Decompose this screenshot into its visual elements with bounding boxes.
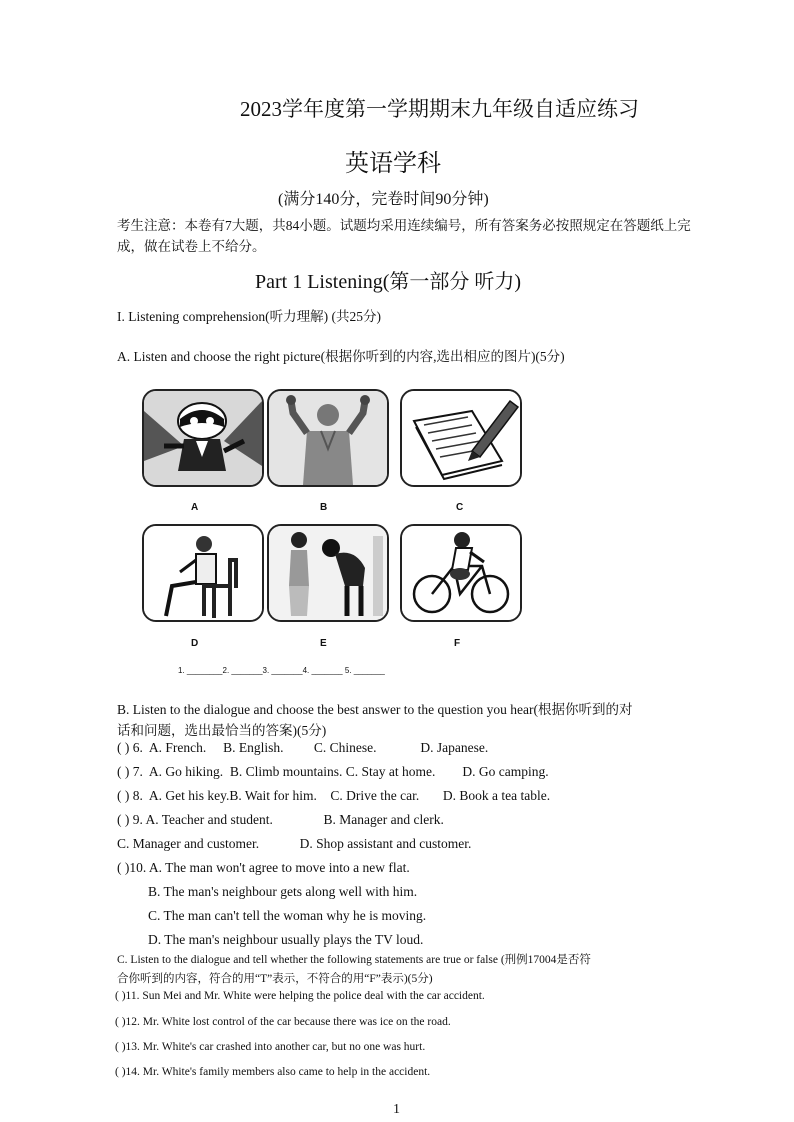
question-6: ( ) 6. A. French. B. English. C. Chinese. D. Japanese. <box>117 740 489 755</box>
picture-label-f: F <box>454 638 461 649</box>
section-I-title: I. Listening comprehension(听力理解) (共25分) <box>117 309 381 324</box>
exam-title: 2023学年度第一学期期末九年级自适应练习 <box>240 97 639 121</box>
girl-cycling-picture <box>400 524 522 622</box>
question-13: ( )13. Mr. White's car crashed into another car, but no one was hurt. <box>115 1041 426 1053</box>
question-10-option-d: D. The man's neighbour usually plays the TV loud. <box>148 932 424 947</box>
section-B-instruction-line1: B. Listen to the dialogue and choose the best answer to the question you hear(根据你听到的对 <box>117 702 633 717</box>
question-7: ( ) 7. A. Go hiking. B. Climb mountains. C. Stay at home. D. Go camping. <box>117 764 549 779</box>
question-11: ( )11. Sun Mei and Mr. White were helping the police deal with the car accident. <box>115 990 485 1002</box>
picture-label-e: E <box>320 638 327 649</box>
section-B-instruction-line2: 话和问题，选出最恰当的答案)(5分) <box>117 723 327 738</box>
picture-label-a: A <box>191 502 199 513</box>
question-9: ( ) 9. A. Teacher and student. B. Manager and clerk. <box>117 812 444 827</box>
picture-label-d: D <box>191 638 199 649</box>
page-number: 1 <box>393 1102 400 1117</box>
question-12: ( )12. Mr. White lost control of the car because there was ice on the road. <box>115 1016 451 1028</box>
question-10: ( )10. A. The man won't agree to move into a new flat. <box>117 860 410 875</box>
question-10-option-b: B. The man's neighbour gets along well with him. <box>148 884 418 899</box>
section-A-instruction: A. Listen and choose the right picture(根据你听到的内容,选出相应的图片)(5分) <box>117 349 565 364</box>
notebook-pencil-picture <box>400 389 522 487</box>
part1-title: Part 1 Listening(第一部分 听力) <box>255 271 522 293</box>
answer-blanks: 1. ________2. _______3. _______4. _______ 5. _______ <box>178 666 385 675</box>
question-9-options-cd: C. Manager and customer. D. Shop assistant and customer. <box>117 836 472 851</box>
exam-note: (满分140分，完卷时间90分钟) <box>278 191 489 208</box>
picture-label-c: C <box>456 502 464 513</box>
bowing-people-picture <box>267 524 389 622</box>
seated-man-picture <box>142 524 264 622</box>
question-14: ( )14. Mr. White's family members also came to help in the accident. <box>115 1066 431 1078</box>
cheering-man-picture <box>267 389 389 487</box>
picture-label-b: B <box>320 502 328 513</box>
exam-notice: 考生注意：本卷有7大题，共84小题。试题均采用连续编号，所有答案务必按照规定在答题纸上完成，做在试卷上不给分。 <box>117 218 691 254</box>
superhero-cat-picture <box>142 389 264 487</box>
question-10-option-c: C. The man can't tell the woman why he is moving. <box>148 908 427 923</box>
section-C-instruction-line1: C. Listen to the dialogue and tell whether the following statements are true or false (刑例17004是否符 <box>117 954 591 966</box>
exam-subject: 英语学科 <box>345 151 441 177</box>
question-8: ( ) 8. A. Get his key.B. Wait for him. C. Drive the car. D. Book a tea table. <box>117 788 551 803</box>
section-C-instruction-line2: 合你听到的内容，符合的用“T”表示，不符合的用“F”表示)(5分) <box>117 973 433 985</box>
